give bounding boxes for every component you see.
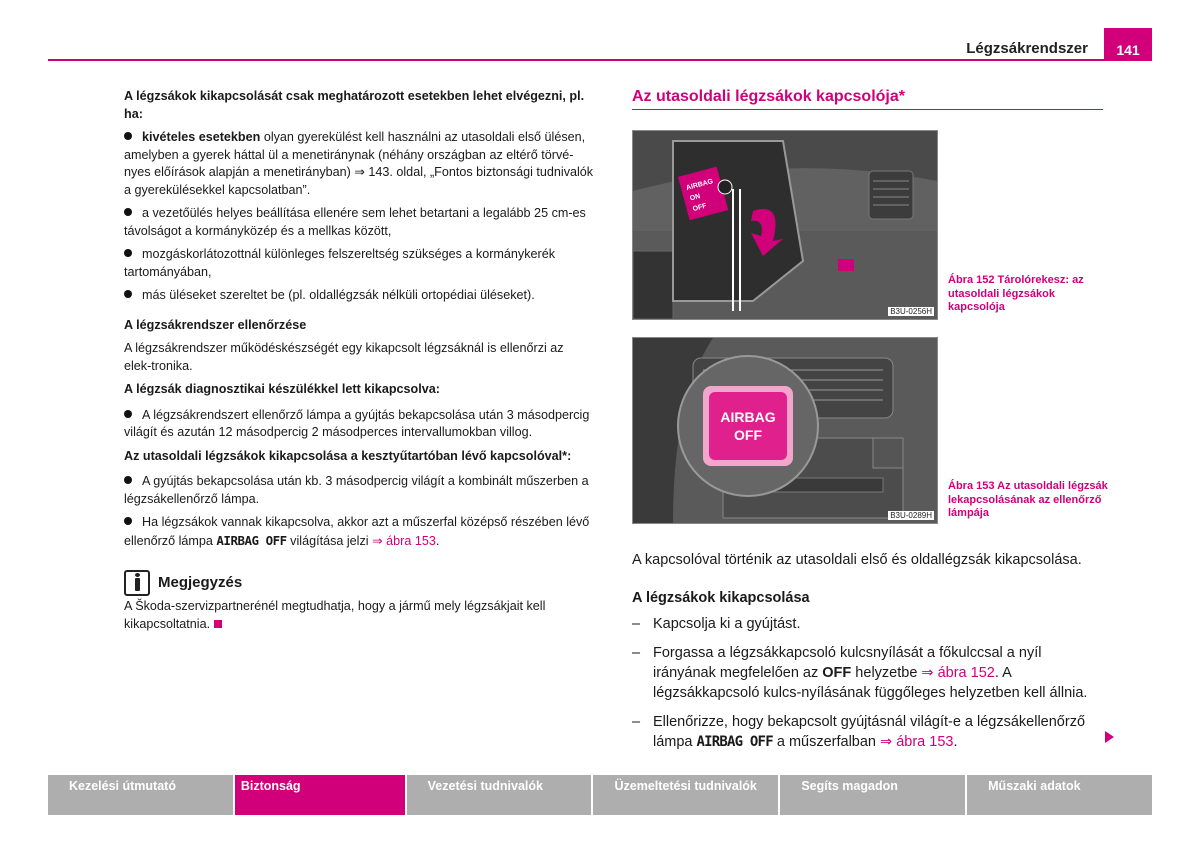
tab-vezetesi-tudnivalok[interactable]: Vezetési tudnivalók <box>407 775 592 815</box>
bullet-icon <box>124 476 132 484</box>
step-text: helyzetbe <box>851 665 922 681</box>
tab-uzemeltetesi-tudnivalok[interactable]: Üzemeltetési tudnivalók <box>593 775 778 815</box>
step-item <box>632 712 1102 752</box>
page-number: 141 <box>1104 28 1152 61</box>
glovebox-illustration <box>633 131 937 319</box>
figure-152-caption: Ábra 152 Tárolórekesz: az utasoldali légzsákok kapcsolója <box>948 274 1084 313</box>
bullet-text: mozgáskorlátozottnál különleges felszereltség szükséges a kormánykerék tartományában, <box>124 247 555 279</box>
bullet-item <box>124 514 594 550</box>
right-intro: A kapcsolóval történik az utasoldali első és oldallégzsák kikapcsolása. <box>632 552 1082 568</box>
bullet-item <box>124 246 594 281</box>
bullet-item <box>124 473 594 508</box>
bullet-item <box>124 205 594 240</box>
step-item <box>632 614 1102 634</box>
diagnostics-heading: A légzsák diagnosztikai készülékkel lett kikapcsolva: <box>124 382 440 396</box>
glovebox-heading: Az utasoldali légzsákok kikapcsolása a kesztyűtartóban lévő kapcsolóval*: <box>124 448 572 463</box>
dash-marker: – <box>632 645 641 661</box>
bullet-item <box>124 287 594 305</box>
figure-link[interactable]: ⇒ ábra 152 <box>921 665 995 681</box>
airbag-off-symbol: AIRBAG OFF <box>216 532 287 548</box>
bullet-item <box>124 129 594 199</box>
bullet-icon <box>124 290 132 298</box>
figure-153-caption: Ábra 153 Az utasoldali légzsák lekapcsolásának az ellenőrző lámpája <box>948 480 1108 519</box>
step-text: Kapcsolja ki a gyújtást. <box>653 616 801 632</box>
off-label: OFF <box>822 665 852 681</box>
bullet-text: világítása jelzi <box>286 533 373 548</box>
bullet-icon <box>124 249 132 257</box>
bullet-icon <box>124 208 132 216</box>
fig1-label-on: ON <box>689 192 702 203</box>
header-rule <box>48 59 1152 61</box>
step-item <box>632 643 1102 703</box>
fig2-lamp-airbag: AIRBAG <box>720 409 776 425</box>
fig1-label-off: OFF <box>692 202 708 214</box>
bullet-text: Ha légzsákok vannak kikapcsolva, akkor azt a műszerfal középső részében lévő ellenőrző lámpa <box>124 515 590 548</box>
note-title: Megjegyzés <box>158 574 243 592</box>
bullet-text: A légzsákrendszert ellenőrző lámpa a gyújtás bekapcsolása után 3 másodpercig világít és azután 12 másodpercig 2 másodperces intervallumokban villog. <box>124 407 590 439</box>
section-title: Az utasoldali légzsákok kapcsolója* <box>632 88 905 105</box>
step-text: . A légzsákkapcsoló kulcs-nyílásának függőleges helyzetben kell állnia. <box>653 665 1088 701</box>
deactivation-heading: A légzsákok kikapcsolása <box>632 590 810 606</box>
bullet-item <box>124 407 594 442</box>
bullet-text: más üléseket szereltet be (pl. oldallégzsák nélküli ortopédiai üléseket). <box>142 288 535 302</box>
end-of-section-icon <box>214 620 222 628</box>
note-text-wrap <box>124 598 594 633</box>
figure-code: B3U-0256H <box>890 307 932 316</box>
dash-marker: – <box>632 714 641 730</box>
intro-paragraph: A légzsákok kikapcsolását csak meghatározott esetekben lehet elvégezni, pl. ha: <box>124 89 585 121</box>
figure-153 <box>632 337 938 524</box>
left-column <box>124 88 594 639</box>
bullet-bold-text: kivételes esetekben <box>142 130 261 144</box>
bullet-icon <box>124 410 132 418</box>
dash-marker: – <box>632 616 641 632</box>
figure-code: B3U-0289H <box>890 511 932 520</box>
fig2-lamp-off: OFF <box>734 427 762 443</box>
right-body <box>632 550 1102 761</box>
fig1-label-airbag: AIRBAG <box>685 178 714 193</box>
step-text: Ellenőrizze, hogy bekapcsolt gyújtásnál világít-e a légzsákellenőrző lámpa <box>653 714 1086 750</box>
tab-segits-magadon[interactable]: Segíts magadon <box>780 775 965 815</box>
dashboard-illustration <box>633 338 937 523</box>
note-box <box>124 570 594 633</box>
bullet-text: olyan gyerekülést kell használni az utasoldali első ülésen, amelyben a gyerek háttal ül a menetiránynak (néhány országban az eltérő törvé-nyes előírások alapján a menetirányban) ⇒ 143. oldal, „Fontos biztonsági tudnivalók a gyerekülésekkel kapcsolatban”. <box>124 130 594 197</box>
figure-152 <box>632 130 938 320</box>
step-text: a műszerfalban <box>772 734 881 750</box>
figure-link[interactable]: ⇒ ábra 153 <box>372 533 436 548</box>
bullet-text: a vezetőülés helyes beállítása ellenére sem lehet betartani a legalább 25 cm-es távolságot a kormányközép és a mellkas között, <box>124 206 586 238</box>
airbag-off-symbol: AIRBAG OFF <box>696 734 773 750</box>
tab-biztonsag[interactable]: Biztonság <box>235 775 405 815</box>
check-heading: A légzsákrendszer ellenőrzése <box>124 317 307 332</box>
note-header <box>124 570 594 596</box>
running-header-title: Légzsákrendszer <box>966 40 1088 57</box>
step-text: Forgassa a légzsákkapcsoló kulcsnyílását a főkulccsal a nyíl irányának megfelelően az <box>653 645 1042 681</box>
info-icon <box>124 570 150 596</box>
bullet-text: . <box>435 533 440 548</box>
bullet-icon <box>124 517 132 525</box>
continue-arrow-icon <box>1105 731 1114 743</box>
section-rule <box>632 109 1103 110</box>
tab-kezelesi-utmutato[interactable]: Kezelési útmutató <box>48 775 233 815</box>
bullet-text: A gyújtás bekapcsolása után kb. 3 másodpercig világít a kombinált műszerben a légzsákellenőrző lámpa. <box>124 474 589 506</box>
figure-link[interactable]: ⇒ ábra 153 <box>880 734 954 750</box>
footer-tabs <box>48 775 1152 815</box>
bullet-icon <box>124 132 132 140</box>
step-text: . <box>953 734 958 750</box>
check-paragraph: A légzsákrendszer működéskészségét egy kikapcsolt légzsáknál is ellenőrzi az elek-tronika. <box>124 341 564 373</box>
tab-muszaki-adatok[interactable]: Műszaki adatok <box>967 775 1152 815</box>
note-text: A Škoda-szervizpartnerénél megtudhatja, hogy a jármű mely légzsákjait kell kikapcsoltatnia. <box>124 599 546 631</box>
